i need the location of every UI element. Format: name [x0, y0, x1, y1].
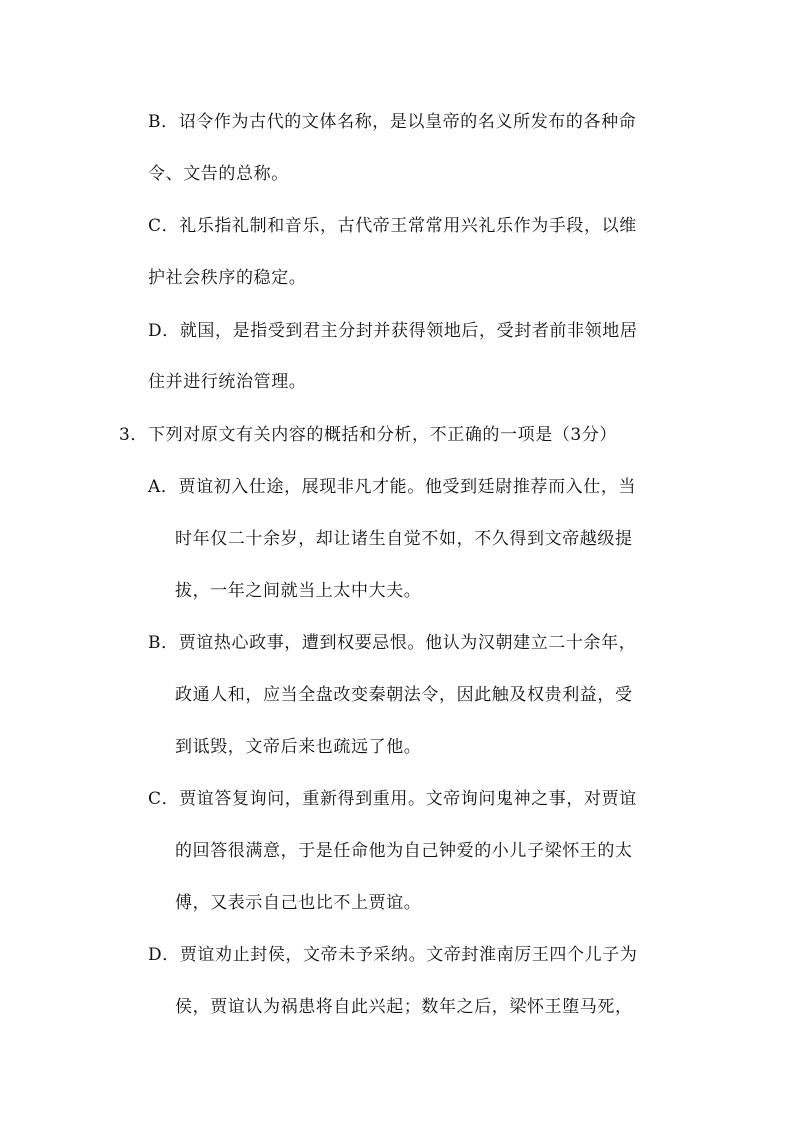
option-a-3-line-3: 拔，一年之间就当上太中大夫。	[175, 581, 422, 601]
option-c-2-line-2: 护社会秩序的稳定。	[148, 268, 307, 288]
question-3-stem: 3．下列对原文有关内容的概括和分析，不正确的一项是（3分）	[119, 425, 618, 445]
option-b-3-line-2: 政通人和，应当全盘改变秦朝法令，因此触及权贵利益，受	[175, 685, 633, 705]
option-d-2-line-2: 住并进行统治管理。	[148, 372, 307, 392]
option-b-2-line-2: 令、文告的总称。	[148, 164, 289, 184]
option-b-2-line-1: B．诏令作为古代的文体名称，是以皇帝的名义所发布的各种命	[148, 112, 637, 132]
option-d-3-line-1: D．贾谊劝止封侯，文帝未予采纳。文帝封淮南厉王四个儿子为	[148, 945, 638, 965]
option-d-2-line-1: D．就国，是指受到君主分封并获得领地后，受封者前非领地居	[148, 321, 638, 341]
option-c-3-line-2: 的回答很满意，于是任命他为自己钟爱的小儿子梁怀王的太	[175, 841, 633, 861]
option-c-2-line-1: C．礼乐指礼制和音乐，古代帝王常常用兴礼乐作为手段，以维	[148, 216, 637, 236]
option-b-3-line-3: 到诋毁，文帝后来也疏远了他。	[175, 737, 422, 757]
option-c-3-line-1: C．贾谊答复询问，重新得到重用。文帝询问鬼神之事，对贾谊	[148, 789, 637, 809]
option-d-3-line-2: 侯，贾谊认为祸患将自此兴起；数年之后，梁怀王堕马死，	[175, 997, 633, 1017]
option-a-3-line-2: 时年仅二十余岁，却让诸生自觉不如，不久得到文帝越级提	[175, 529, 633, 549]
option-b-3-line-1: B．贾谊热心政事，遭到权要忌恨。他认为汉朝建立二十余年，	[148, 633, 637, 653]
option-c-3-line-3: 傅，又表示自己也比不上贾谊。	[175, 893, 422, 913]
option-a-3-line-1: A．贾谊初入仕途，展现非凡才能。他受到廷尉推荐而入仕，当	[148, 477, 637, 497]
